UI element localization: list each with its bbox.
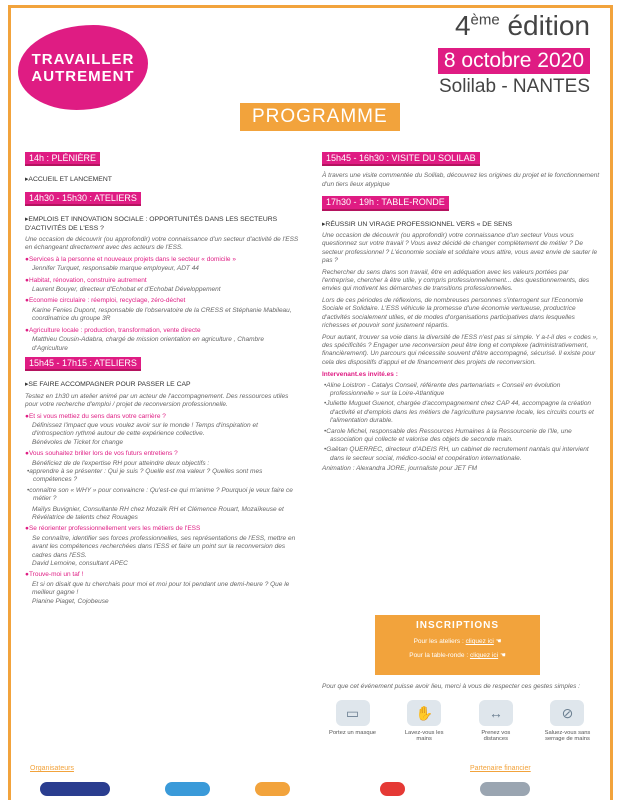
- atelier-desc: Définissez l'impact que vous voulez avoir sur le monde ! Temps d'inspiration et d'introspection rythmé autour de cette expérience collective.: [32, 421, 258, 438]
- atelier-item: ● Vous souhaitez briller lors de vos futurs entretiens ?: [25, 450, 300, 458]
- ateliers-1-label: ▸ EMPLOIS ET INNOVATION SOCIALE : OPPORTUNITÉS DANS LES SECTEURS D'ACTIVITÉS DE L'ESS ?: [25, 216, 300, 233]
- inscriptions-row-ateliers: [375, 637, 540, 645]
- atelier-bullet: • connaître son « WHY » pour convaincre : Qu'est-ce qui m'anime ? Pourquoi je veux faire ce métier ?: [25, 487, 300, 504]
- gesture-no-handshake: [540, 700, 595, 742]
- table-ronde-p3: Lors de ces périodes de réflexions, de nombreuses personnes s'interrogent sur l'Economie Sociale et Solidaire. L'ESS véhicule la promesse d'une économie vertueuse, productrice d'activités socialement utiles, et de modes d'organisations participatives dans lesquelles richesses et pouvoir sont justement répartis.: [322, 296, 584, 330]
- gesture-label: Lavez-vous les mains: [404, 730, 444, 742]
- atelier-speaker: Karine Fenies Dupont, responsable de l'observatoire de la CRESS et Stéphanie Mabileau, coordinatrice du groupe 3R: [32, 306, 292, 323]
- partners-label: Partenaire financier: [470, 765, 531, 772]
- ateliers-link[interactable]: cliquez ici: [465, 638, 494, 645]
- gesture-distance: [468, 700, 523, 742]
- ateliers-2-label: ▸ SE FAIRE ACCOMPAGNER POUR PASSER LE CAP: [25, 381, 300, 389]
- gesture-label: Saluez-vous sans serrage de mains: [544, 730, 591, 742]
- logo-line-2: AUTREMENT: [31, 67, 135, 85]
- hand-wash-icon: ✋: [407, 700, 441, 726]
- atelier-speaker: David Lemoine, consultant APEC: [32, 560, 128, 568]
- organisers-label: Organisateurs: [30, 765, 74, 772]
- edition-word: édition: [507, 10, 590, 41]
- guest-item: • Carole Michel, responsable des Ressources Humaines à la Ressourcerie de l'Ile, une association qui collecte et valorise des objets de seconde main.: [322, 428, 600, 445]
- atelier-desc: Et si on disait que tu cherchais pour moi et moi pour toi pendant une demi-heure ? Que le meilleur gagne !: [32, 580, 290, 597]
- atelier-speaker: Jennifer Turquet, responsable marque employeur, ADT 44: [32, 265, 199, 273]
- atelier-item: ● Services à la personne et nouveaux projets dans le secteur « domicile »: [25, 256, 300, 264]
- guest-item: • Juliette Muguet Guenot, chargée d'accompagnement chez CAP 44, accompagne la création d'activité et d'emplois dans les métiers de l'agriculture paysanne locale, les circuits courts et l'alimentation durable.: [322, 400, 600, 425]
- gesture-mask: [325, 700, 380, 742]
- atelier-item: ● Et si vous mettiez du sens dans votre carrière ?: [25, 413, 300, 421]
- mask-icon: ▭: [336, 700, 370, 726]
- accueil-item: ▸ ACCUEIL ET LANCEMENT: [25, 176, 300, 184]
- gesture-label: Prenez vos distances: [481, 730, 511, 742]
- partner-logo: [255, 782, 290, 796]
- atelier-speaker: Bénévoles de Ticket for change: [32, 438, 123, 446]
- section-pleniere: 14h : PLÉNIÈRE: [25, 152, 100, 166]
- table-ronde-p1: Une occasion de découvrir (ou approfondir) votre connaissance d'un secteur Vous vous questionnez sur votre travail ? Vous avez décidé de changer complètement de métier ? De secteur professionnel ? L'économie sociale et solidaire vous attire, vous avez envie de sauter le pas ?: [322, 232, 598, 265]
- edition-sup: ème: [470, 11, 500, 29]
- guest-item: • Gaëtan QUERREC, directeur d'ADEIS RH, un cabinet de recrutement nantais qui intervient dans le secteur social, médico-social et coopération internationale.: [322, 446, 600, 463]
- table-ronde-link[interactable]: cliquez ici: [469, 652, 499, 659]
- atelier-bullet: • apprendre à se présenter : Qui je suis ? Quelle est ma valeur ? Quelles sont mes compétences ?: [25, 468, 300, 485]
- section-ateliers-2: 15h45 - 17h15 : ATELIERS: [25, 357, 141, 371]
- pointer-icon: ☚: [499, 652, 506, 659]
- funder-logo: [480, 782, 530, 796]
- atelier-item: ● Habitat, rénovation, construire autrement: [25, 277, 300, 285]
- section-visite: 15h45 - 16h30 : VISITE DU SOLILAB: [322, 152, 480, 166]
- cress-logo: [40, 782, 110, 796]
- guests-title: Intervenant.es invité.es :: [322, 371, 398, 379]
- atelier-item: ● Trouve-moi un taf !: [25, 571, 300, 579]
- gesture-wash: [397, 700, 452, 742]
- atelier-speaker: Laurent Bouyer, directeur d'Echobat et d'Echobat Développement: [32, 286, 221, 294]
- edition-number: 4: [454, 10, 471, 41]
- event-place: Solilab - NANTES: [439, 76, 590, 97]
- partner-logo: [165, 782, 210, 796]
- atelier-item: ● Se réorienter professionnellement vers les métiers de l'ESS: [25, 525, 300, 533]
- left-column: [25, 148, 300, 606]
- gestures-row: [325, 700, 595, 742]
- section-ateliers-1: 14h30 - 15h30 : ATELIERS: [25, 192, 141, 206]
- partner-logo: [380, 782, 405, 796]
- atelier-speaker: Maïlys Buvignier, Consultante RH chez Mozaïk RH et Clémence Rouart, Mozaïkeuse et Révélatrice de talents chez Rouages: [32, 505, 284, 521]
- inscriptions-title: INSCRIPTIONS: [415, 620, 500, 631]
- table-ronde-p4: Pour autant, trouver sa voie dans la diversité de l'ESS n'est pas si simple. Y a-t-il des « codes », des spécificités ? Engager une reconversion peut être long et complexe (administrativement, financièrement). Un parcours qui nécessite souvent d'être accompagné, sécurisé. Il existe pour cela des dispositifs d'appui et de financement des projets de reconversion.: [322, 333, 599, 366]
- logo-line-1: TRAVAILLER: [31, 50, 135, 68]
- atelier-desc: Bénéficiez de de l'expertise RH pour atteindre deux objectifs :: [32, 459, 210, 467]
- table-ronde-p2: Rechercher du sens dans son travail, être en adéquation avec les valeurs portées par l'entreprise, chercher à être utile, y compris professionnellement... des questionnements, des envies qui motivent les démarches de transitions professionnelles.: [322, 268, 590, 293]
- atelier-item: ● Economie circulaire : réemploi, recyclage, zéro-déchet: [25, 297, 300, 305]
- edition-title: [455, 10, 590, 42]
- guest-item: • Aline Loistron - Catalys Conseil, référente des partenariats « Conseil en évolution professionnelle » sur la Loire-Atlantique: [322, 382, 600, 399]
- right-column: [322, 148, 600, 477]
- atelier-speaker: Pianine Piaget, Cojobeuse: [32, 597, 109, 605]
- gesture-label: Portez un masque: [328, 730, 377, 736]
- programme-banner: PROGRAMME: [240, 103, 400, 131]
- atelier-desc: Se connaître, identifier ses forces professionnelles, ses représentations de l'ESS, mettre en avant les compétences recherchées dans l'ESS et faire un point sur la reconversion des cadres dans l'ESS.: [32, 534, 296, 559]
- inscriptions-row-table-ronde: [375, 651, 540, 659]
- distance-icon: ↔: [479, 700, 513, 726]
- event-date: 8 octobre 2020: [438, 48, 590, 74]
- table-ronde-label: ▸ RÉUSSIR UN VIRAGE PROFESSIONNEL VERS « DE SENS: [322, 221, 600, 229]
- animation-credit: Animation : Alexandra JORE, journaliste pour JET FM: [322, 465, 478, 473]
- visite-text: À travers une visite commentée du Solilab, découvrez les origines du projet et le fonctionnement d'un tiers lieux atypique: [322, 172, 600, 188]
- ateliers-2-intro: Testez en 1h30 un atelier animé par un acteur de l'accompagnement. Des ressources utiles pour votre recherche d'emploi / projet de reconversion professionnelle.: [25, 392, 289, 409]
- atelier-item: ● Agriculture locale : production, transformation, vente directe: [25, 327, 300, 335]
- inscriptions-table-ronde-label: Pour la table-ronde :: [409, 652, 470, 659]
- atelier-speaker: Matthieu Cousin-Adabra, chargé de mission orientation en agriculture , Chambre d'Agriculture: [32, 336, 264, 352]
- inscriptions-box: [375, 615, 540, 675]
- gestures-intro: Pour que cet événement puisse avoir lieu, merci à vous de respecter ces gestes simples :: [322, 683, 580, 690]
- pointer-icon: ☚: [495, 638, 502, 645]
- section-table-ronde: 17h30 - 19h : TABLE-RONDE: [322, 196, 449, 210]
- inscriptions-ateliers-label: Pour les ateliers :: [413, 638, 466, 645]
- ateliers-1-intro: Une occasion de découvrir (ou approfondir) votre connaissance d'un secteur d'activité de l'ESS en échangeant directement avec des acteurs de l'ESS.: [25, 236, 299, 252]
- no-handshake-icon: ⊘: [550, 700, 584, 726]
